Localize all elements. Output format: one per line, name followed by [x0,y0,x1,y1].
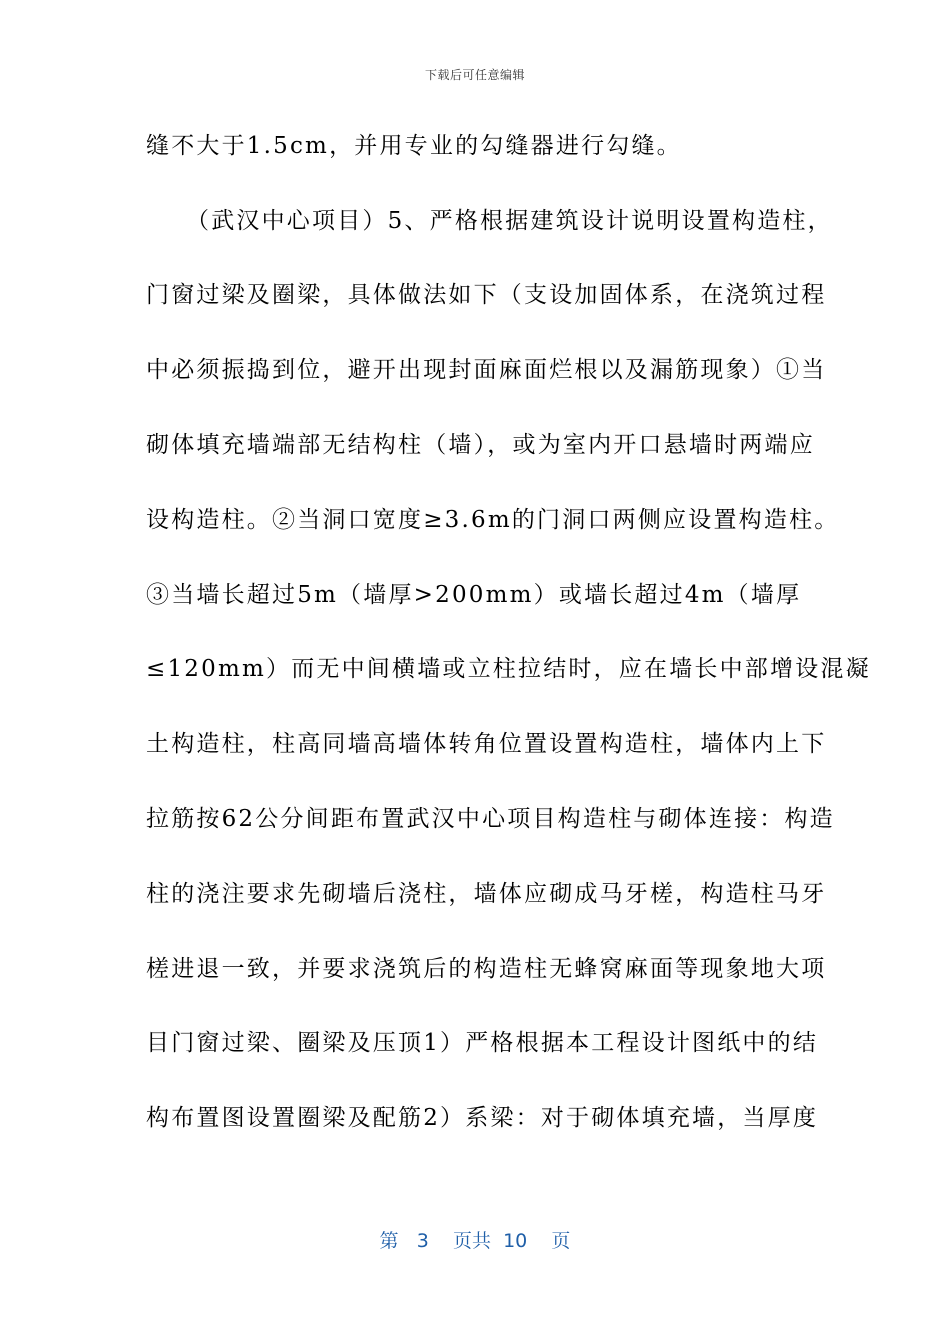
body-line-7: ③当墙长超过5m（墙厚>200mm）或墙长超过4m（墙厚 [146,582,802,608]
page-header-note: 下载后可任意编辑 [424,68,525,82]
footer-current-page: 3 [416,1230,429,1252]
body-line-8: ≤120mm）而无中间横墙或立柱拉结时，应在墙长中部增设混凝 [146,656,871,682]
body-line-13: 目门窗过梁、圈梁及压顶1）严格根据本工程设计图纸中的结 [146,1030,819,1056]
body-line-1: 缝不大于1.5cm，并用专业的勾缝器进行勾缝。 [146,133,682,159]
footer-label-page: 第 [379,1230,399,1252]
body-line-11: 柱的浇注要求先砌墙后浇柱，墙体应砌成马牙槎，构造柱马牙 [146,881,827,907]
body-line-3: 门窗过梁及圈梁，具体做法如下（支设加固体系，在浇筑过程 [146,282,827,308]
body-line-12: 槎进退一致，并要求浇筑后的构造柱无蜂窝麻面等现象地大项 [146,956,827,982]
body-line-5: 砌体填充墙端部无结构柱（墙），或为室内开口悬墙时两端应 [146,432,815,458]
body-line-9: 土构造柱，柱高同墙高墙体转角位置设置构造柱，墙体内上下 [146,731,827,757]
body-line-4: 中必须振捣到位，避开出现封面麻面烂根以及漏筋现象）①当 [146,357,827,383]
body-line-6: 设构造柱。②当洞口宽度≥3.6m的门洞口两侧应设置构造柱。 [146,507,840,533]
body-line-14: 构布置图设置圈梁及配筋2）系梁：对于砌体填充墙，当厚度 [146,1105,819,1131]
footer-label-total: 页共 [452,1230,491,1252]
body-line-2: （武汉中心项目）5、严格根据建筑设计说明设置构造柱， [186,208,833,234]
body-line-10: 拉筋按62公分间距布置武汉中心项目构造柱与砌体连接：构造 [146,806,835,832]
footer-label-end: 页 [551,1230,571,1252]
page-footer [0,1226,950,1253]
footer-total-pages: 10 [503,1230,528,1252]
